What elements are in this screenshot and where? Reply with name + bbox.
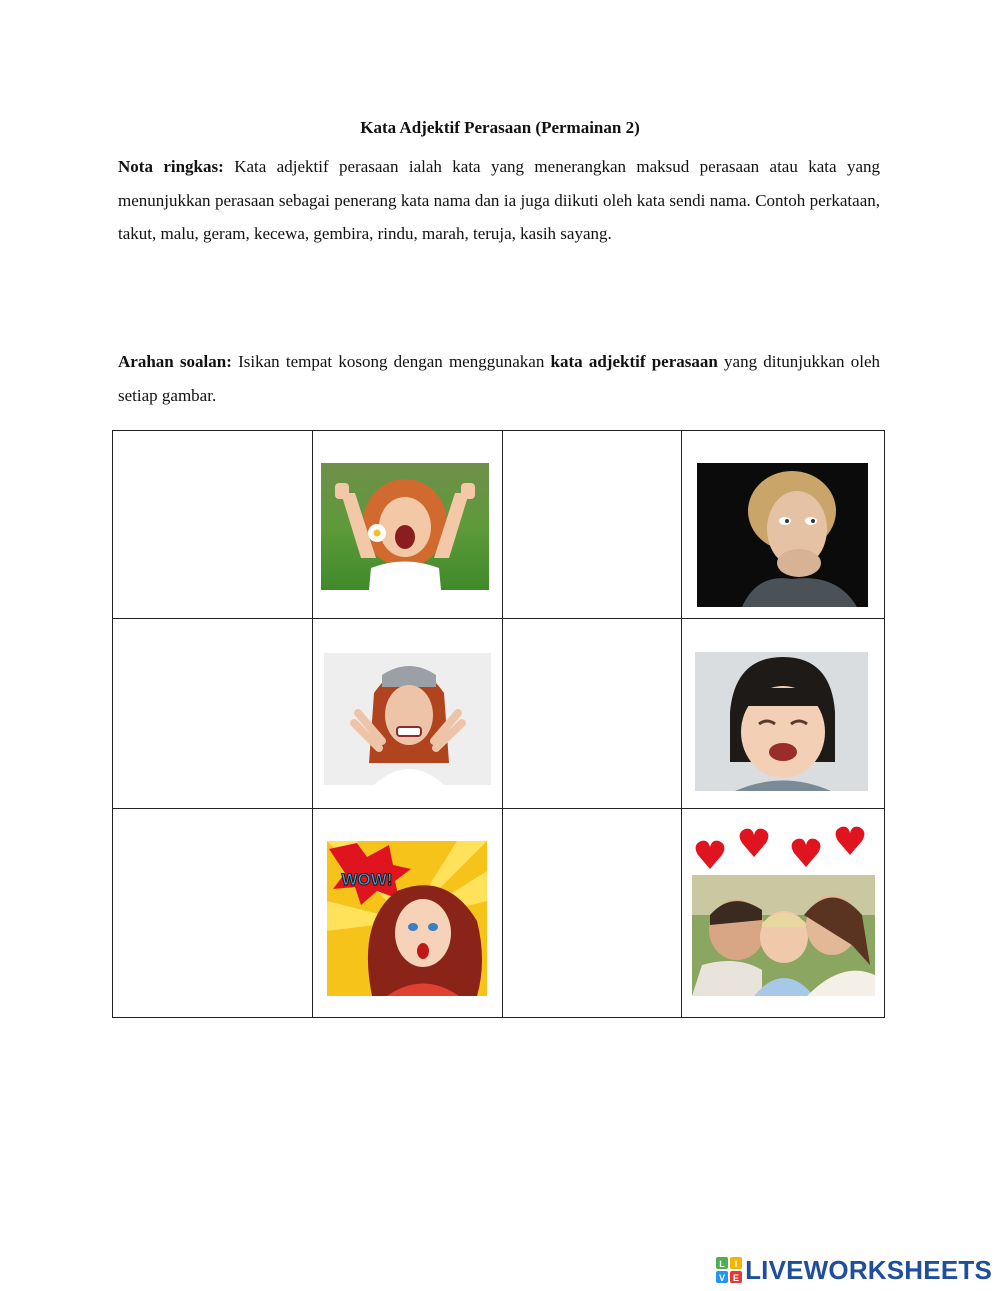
arahan-soalan-paragraph [118, 345, 880, 412]
answer-cell-2[interactable] [503, 431, 682, 619]
arahan-bold-phrase: kata adjektif perasaan [550, 352, 718, 371]
heart-icon [836, 827, 865, 855]
heart-icon [696, 841, 725, 869]
nota-text: Kata adjektif perasaan ialah kata yang menerangkan maksud perasaan atau kata yang menunjukkan perasaan sebagai penerang kata nama dan ia juga diikuti oleh kata sendi nama. Contoh perkataan, takut, malu, geram, kecewa, gembira, rindu, marah, teruja, kasih sayang. [118, 157, 880, 243]
loving-family-kiss-photo [692, 875, 875, 996]
answer-cell-5[interactable] [113, 809, 313, 1018]
liveworksheets-logo [716, 1252, 992, 1288]
svg-text:L: L [719, 1259, 725, 1269]
answer-cell-3[interactable] [113, 619, 313, 809]
wow-text: WOW! [341, 870, 393, 889]
image-cell-3 [313, 619, 503, 809]
worksheet-grid [112, 430, 885, 1018]
svg-text:I: I [734, 1259, 738, 1269]
answer-cell-4[interactable] [503, 619, 682, 809]
arahan-text-1: Isikan tempat kosong dengan menggunakan [231, 352, 551, 371]
crying-child-photo [695, 652, 868, 791]
grid-row [113, 619, 885, 809]
image-cell-6 [682, 809, 885, 1018]
arahan-label: Arahan soalan: [118, 352, 232, 371]
answer-cell-6[interactable] [503, 809, 682, 1018]
image-cell-5 [313, 809, 503, 1018]
arahan-text-2: yang ditunjukkan oleh setiap gambar. [118, 352, 880, 405]
image-cell-2 [682, 431, 885, 619]
heart-icon [792, 839, 821, 867]
nota-ringkas-paragraph [118, 150, 880, 251]
svg-text:V: V [719, 1273, 726, 1283]
logo-text: LIVEWORKSHEETS [745, 1254, 992, 1285]
nota-label: Nota ringkas: [118, 157, 224, 176]
liveworksheets-logo-icon [716, 1257, 742, 1283]
happy-girl-thumbs-up-photo [321, 463, 489, 590]
surprised-popart-woman-illustration [327, 841, 487, 996]
grid-row [113, 809, 885, 1018]
image-cell-4 [682, 619, 885, 809]
angry-woman-photo [324, 653, 491, 785]
svg-text:E: E [733, 1273, 740, 1283]
scared-woman-biting-nails-photo [697, 463, 868, 607]
grid-row [113, 431, 885, 619]
heart-icon [740, 829, 769, 857]
document-title: Kata Adjektif Perasaan (Permainan 2) [360, 118, 640, 137]
hearts-decoration [692, 819, 882, 877]
answer-cell-1[interactable] [113, 431, 313, 619]
image-cell-1 [313, 431, 503, 619]
